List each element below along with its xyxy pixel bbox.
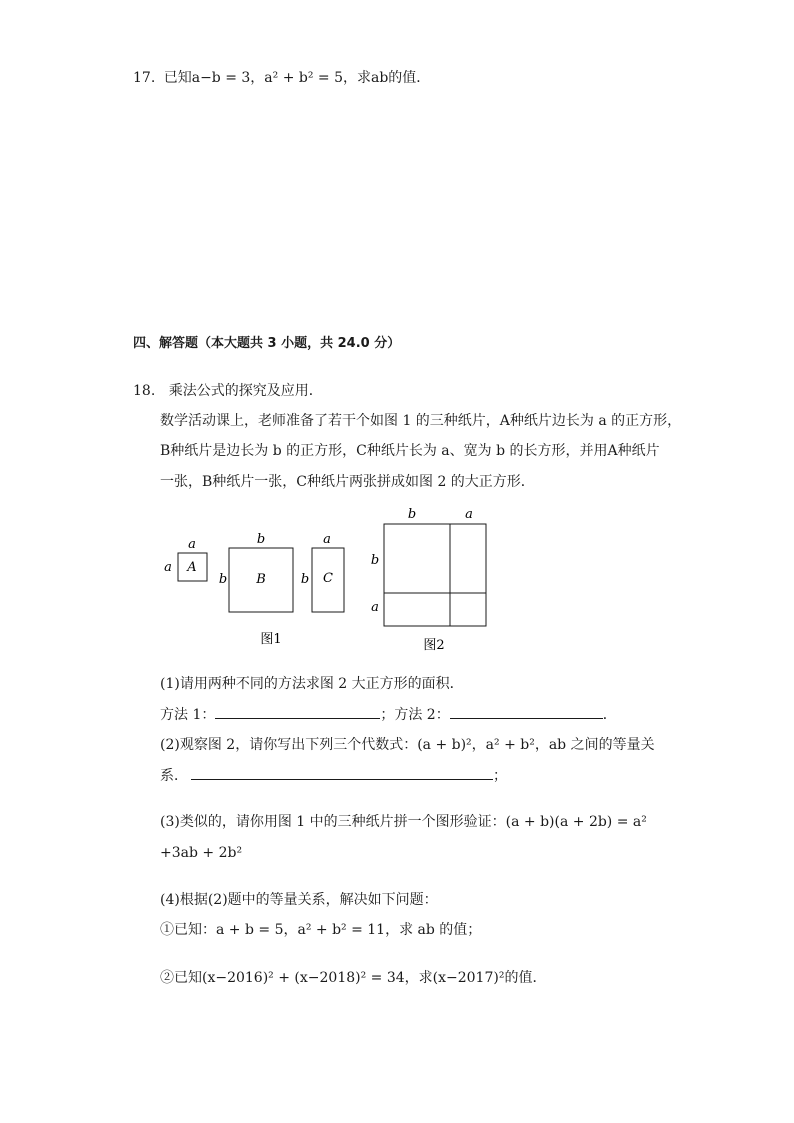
paragraph-line-1: 数学活动课上，老师准备了若干个如图 1 的三种纸片，A种纸片边长为 a 的正方形， (160, 413, 682, 429)
method-2-label: ；方法 2： (380, 707, 450, 723)
label-b-left: b (218, 572, 228, 587)
question-title: 乘法公式的探究及应用． (168, 383, 323, 399)
figure-2 (362, 500, 492, 660)
big-square (384, 524, 486, 626)
label-tile-b: B (256, 572, 266, 587)
figure-1-caption: 图1 (260, 632, 282, 647)
label-a-top: a (323, 532, 331, 547)
paragraph-line-3: 一张，B种纸片一张，C种纸片两张拼成如图 2 的大正方形． (160, 474, 535, 490)
label-tile-a: A (187, 560, 197, 575)
label-a-top: a (465, 507, 473, 522)
question-text: 已知a−b = 3，a² + b² = 5，求ab的值． (163, 70, 431, 86)
part-2-line-1: (2)观察图 2，请你写出下列三个代数式：(a + b)²，a² + b²，ab 之间的等量关 (160, 737, 655, 753)
label-a-left: a (164, 560, 172, 575)
part-4: (4)根据(2)题中的等量关系，解决如下问题： (160, 892, 438, 908)
figure-1 (150, 525, 360, 655)
label-a-top: a (188, 537, 196, 552)
method-1-blank[interactable] (215, 704, 380, 719)
part-3-line-1: (3)类似的，请你用图 1 中的三种纸片拼一个图形验证：(a + b)(a + 2b) = a² (160, 814, 647, 830)
paragraph-line-2: B种纸片是边长为 b 的正方形，C种纸片长为 a、宽为 b 的长方形，并用A种纸片 (160, 443, 660, 459)
sub-question-2: ②已知(x−2016)² + (x−2018)² = 34，求(x−2017)²的值． (160, 970, 547, 986)
part-2-blank[interactable] (191, 765, 493, 780)
question-18-header (133, 381, 323, 401)
part-3-line-2: +3ab + 2b² (160, 845, 243, 861)
method-end: ． (602, 707, 617, 723)
section-heading: 四、解答题（本大题共 3 小题，共 24.0 分） (133, 336, 401, 351)
part-2-line-2: 系． ； (160, 765, 507, 786)
label-tile-c: C (323, 571, 333, 586)
method-line (160, 704, 617, 725)
label-b-left: b (300, 572, 310, 587)
part-1: (1)请用两种不同的方法求图 2 大正方形的面积． (160, 676, 464, 692)
label-a-left: a (371, 600, 379, 615)
method-1-label: 方法 1： (160, 707, 216, 723)
method-2-blank[interactable] (450, 704, 603, 719)
question-17 (133, 68, 430, 88)
label-b-top: b (407, 507, 417, 522)
label-b-left: b (370, 553, 380, 568)
sub-question-1: ①已知：a + b = 5，a² + b² = 11，求 ab 的值； (160, 922, 482, 938)
question-number: 18. (133, 383, 156, 399)
question-number: 17. (133, 70, 156, 86)
label-b-top: b (256, 532, 266, 547)
figure-2-caption: 图2 (423, 638, 445, 653)
